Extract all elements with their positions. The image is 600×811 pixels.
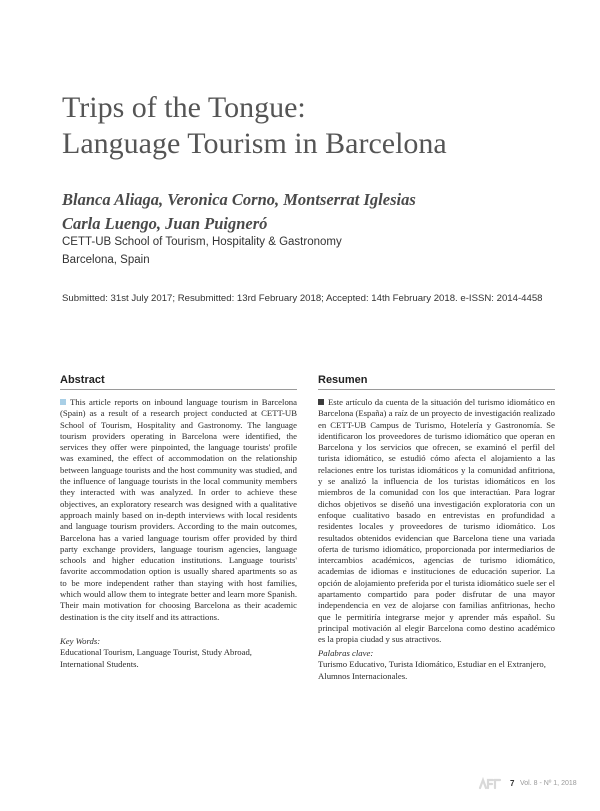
- affiliation-line-1: CETT-UB School of Tourism, Hospitality & Gastronomy: [62, 236, 342, 248]
- resumen-text: Este artículo da cuenta de la situación del turismo idiomático en Barcelona (España) a raíz de un proyecto de investigación realizado en CETT-UB Campus de Turismo, Hotelería y Gastronomía. Se identificaron los proveedores de turismo idiomático que operan en Barcelona y los servicios que ofrecen, se examinó el perfil del turista idiomático, se estudió cómo afecta el alojamiento a las relaciones entre los turistas idiomáticos y la comunidad anfitriona, y se analizó la influencia de los turistas idiomáticos en los miembros de la comunidad con los que interactúan. Para lograr dichos objetivos se diseñó una investigación exploratoria con un enfoque cualitativo basado en entrevistas en profundidad a residentes locales y proveedores de turismo idiomático. Los resultados obtenidos evidencian que Barcelona tiene una variada oferta de turismo idiomático, proporcionada por intermediarios de intercambios académicos, agencias de turismo idiomático, academias de idiomas e instituciones de educación superior. La opción de alojamiento preferida por el turista idiomático suele ser el apartamento compartido para poder disfrutar de una mayor independencia en vez de alojarse con familias anfitrionas, hecho que le permitiría integrarse mejor y aprender más español. Su principal motivación al elegir Barcelona como destino académico es la propia ciudad y sus atractivos.: [318, 397, 555, 645]
- abstract-heading: Abstract: [60, 374, 297, 390]
- page-footer: [478, 777, 578, 791]
- author-list: [62, 188, 562, 236]
- abstract-text: This article reports on inbound language tourism in Barcelona (Spain) as a result of a research project conducted at CETT-UB School of Tourism, Hospitality and Gastronomy. The language tourism providers operating in Barcelona were identified, the services they offer were pinpointed, the language tourists' profile was examined, the effect of accommodation on the relationship between language tourists and the host community was studied, and the influence of language tourists in the local community members they interacted with was analyzed. In order to achieve these objectives, an exploratory research was designed with a qualitative approach mainly based on in-depth interviews with local residents and language tourism providers. According to the main outcomes, Barcelona has a varied language tourism offer provided by third party exchange providers, language tourism agencies, language schools and higher education institutions. Language tourists' favorite accommodation option is usually shared apartments so as to be more independent rather than staying with host families, which would allow them to integrate better and learn more Spanish. Their main motivation for choosing Barcelona as their academic destination is the city itself and its attractions.: [60, 397, 297, 622]
- square-bullet-icon: [60, 399, 66, 405]
- resumen-keywords: [318, 648, 555, 682]
- author-line-2: Carla Luengo, Juan Puigneró: [62, 214, 268, 233]
- keywords-line-2: International Students.: [60, 658, 139, 669]
- resumen-body: [318, 397, 555, 646]
- keywords-label: Key Words:: [60, 636, 101, 646]
- affiliation: [62, 233, 562, 269]
- affiliation-line-2: Barcelona, Spain: [62, 254, 150, 266]
- page-number: 7: [510, 779, 515, 788]
- abstract-section: [60, 374, 297, 623]
- palabras-clave-line-1: Turismo Educativo, Turista Idiomático, Estudiar en el Extranjero,: [318, 659, 546, 670]
- keywords-line-1: Educational Tourism, Language Tourist, Study Abroad,: [60, 647, 252, 658]
- abstract-body: [60, 397, 297, 623]
- title-line-1: Trips of the Tongue:: [62, 91, 306, 124]
- square-bullet-icon: [318, 399, 324, 405]
- abstract-keywords: [60, 636, 297, 670]
- author-line-1: Blanca Aliaga, Veronica Corno, Montserrat Iglesias: [62, 190, 416, 209]
- journal-logo-icon: [478, 777, 504, 791]
- keywords-list: [60, 647, 297, 670]
- palabras-clave-line-2: Alumnos Internacionales.: [318, 670, 408, 681]
- resumen-heading: Resumen: [318, 374, 555, 390]
- title-line-2: Language Tourism in Barcelona: [62, 127, 447, 160]
- palabras-clave-list: [318, 659, 555, 682]
- volume-info: Vol. 8 - Nº 1, 2018: [520, 780, 577, 787]
- palabras-clave-label: Palabras clave:: [318, 648, 374, 658]
- article-title: [62, 90, 562, 162]
- submission-dates: Submitted: 31st July 2017; Resubmitted: 13rd February 2018; Accepted: 14th February 2018. e-ISSN: 2014-4458: [62, 293, 543, 304]
- resumen-section: [318, 374, 555, 646]
